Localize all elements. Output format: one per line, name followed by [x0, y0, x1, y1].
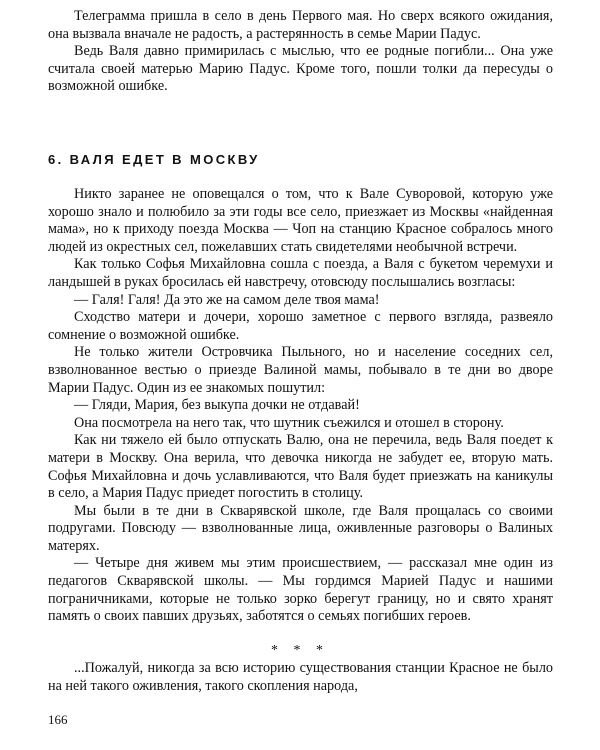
paragraph: Никто заранее не оповещался о том, что к Вале Суворовой, которую уже хорошо знало и полюбило за эти годы все село, приезжает из Москвы «найденная мама», но к приходу поезда Москва — Чоп на станцию Красное собралось много людей из окрестных сел, пожелавших стать свидетелями необычной встречи. — [48, 186, 553, 255]
section-text — [48, 186, 553, 626]
section-heading: 6. ВАЛЯ ЕДЕТ В МОСКВУ — [48, 152, 260, 167]
dialogue-line: — Галя! Галя! Да это же на самом деле твоя мама! — [74, 291, 380, 308]
paragraph: Телеграмма пришла в село в день Первого мая. Но сверх всякого ожидания, она вызвала вначале не радость, а растерянность в семье Марии Падус. — [48, 8, 553, 42]
closing-text — [48, 660, 553, 695]
page-number: 166 — [48, 712, 68, 727]
paragraph: Она посмотрела на него так, что шутник съежился и отошел в сторону. — [74, 414, 504, 431]
paragraph: Мы были в те дни в Скварявской школе, где Валя прощалась со своими подругами. Повсюду — взволнованные лица, оживленные разговоры о Валиных матерях. — [48, 502, 553, 554]
paragraph: Как только Софья Михайловна сошла с поезда, а Валя с букетом черемухи и ландышей в руках бросилась ей навстречу, отовсюду послышались возгласы: — [48, 256, 553, 290]
intro-text — [48, 8, 553, 96]
paragraph: Сходство матери и дочери, хорошо заметное с первого взгляда, развеяло сомнение о возможной ошибке. — [48, 309, 553, 343]
paragraph: ...Пожалуй, никогда за всю историю существования станции Красное не было на ней такого оживления, такого скопления народа, — [48, 660, 553, 694]
section-separator: * * * — [271, 643, 329, 658]
paragraph: Как ни тяжело ей было отпускать Валю, она не перечила, ведь Валя поедет к матери в Москву. Она верила, что девочка никогда не забудет ее, вторую мать. Софья Михайловна и дочь уславливаются, что Валя будет приезжать на каникулы в село, а Мария Падус приедет погостить в столицу. — [48, 432, 553, 502]
dialogue-line: — Четыре дня живем мы этим происшествием, — рассказал мне один из педагогов Скварявской школы. — Мы гордимся Марией Падус и нашими пограничниками, которые не только зорко берегут границу, но и свято хранят память о своих павших друзьях, заботятся о семьях погибших героев. — [48, 555, 553, 625]
paragraph: Не только жители Островчика Пыльного, но и население соседних сел, взволнованное вестью о приезде Валиной мамы, побывало в те дни во дворе Марии Падус. Один из ее знакомых пошутил: — [48, 344, 553, 396]
dialogue-line: — Гляди, Мария, без выкупа дочки не отдавай! — [74, 397, 360, 414]
paragraph: Ведь Валя давно примирилась с мыслью, что ее родные погибли... Она уже считала своей матерью Марию Падус. Кроме того, пошли толки да пересуды о возможной ошибке. — [48, 43, 553, 95]
